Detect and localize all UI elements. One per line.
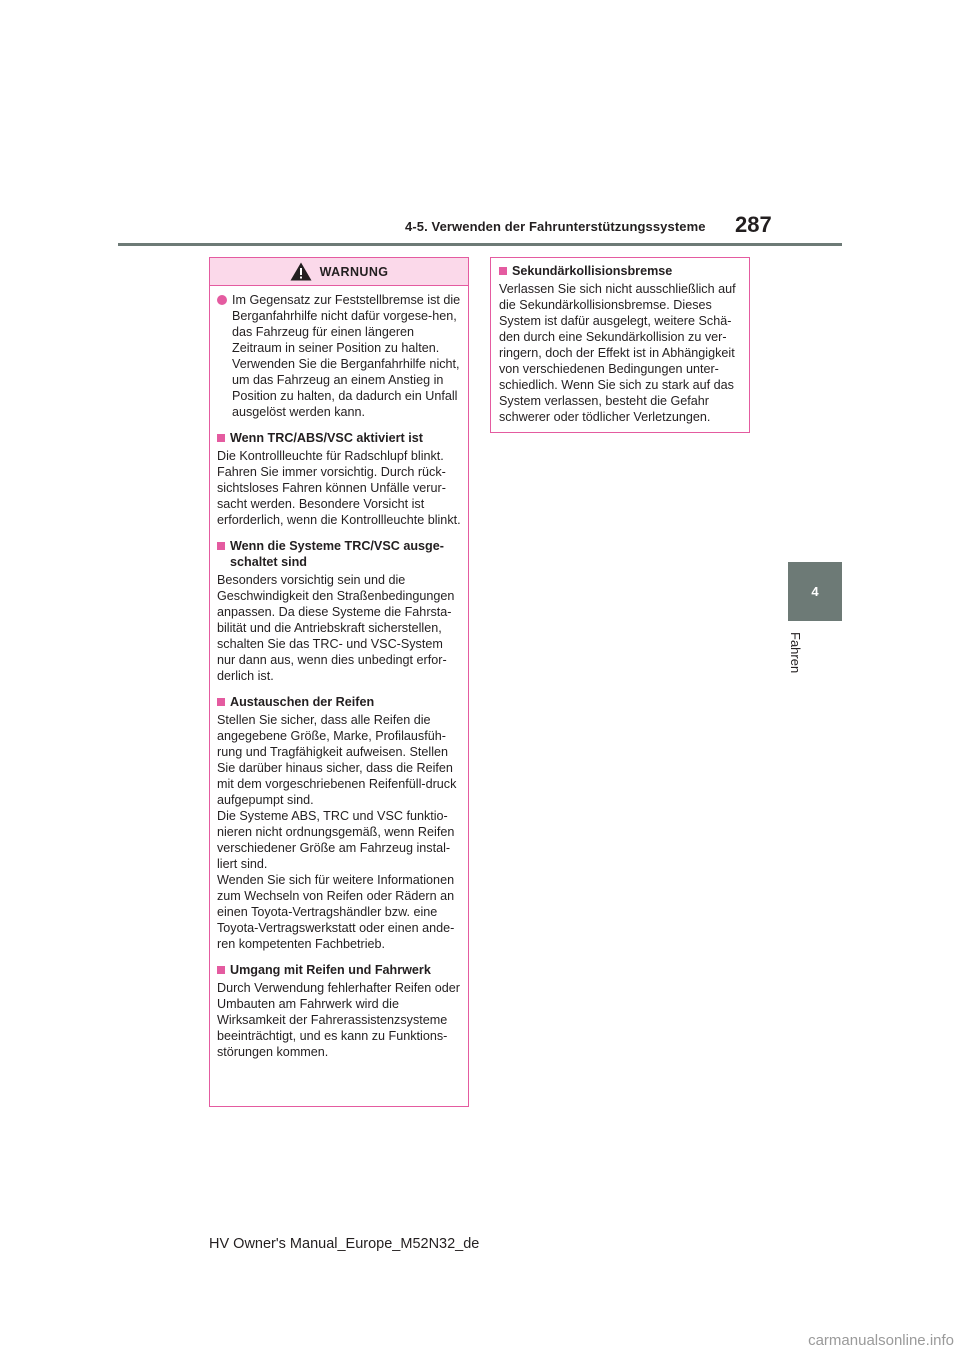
bullet-dot-icon	[217, 295, 227, 305]
chapter-number: 4	[811, 584, 819, 599]
section-heading-systems-off	[217, 538, 461, 570]
warning-bullet-text: Im Gegensatz zur Feststellbremse ist die Berganfahrhilfe nicht dafür vorgese-hen, das Fahrzeug für einen längeren Zeitraum in seiner Position zu halten. Verwenden Sie die Berganfahrhilfe nicht, um das Fahrzeug an einem Anstieg in Position zu halten, da dadurch ein Unfall ausgelöst werden kann.	[232, 293, 461, 419]
section-heading-text: Wenn TRC/ABS/VSC aktiviert ist	[230, 431, 423, 445]
section-text: Stellen Sie sicher, dass alle Reifen die angegebene Größe, Marke, Profilausfüh-rung und Tragfähigkeit aufweisen. Stellen Sie darüber hinaus sicher, dass die Reifen mit dem vorgeschriebenen Reifenfüll-druck aufgepumpt sind. Die Systeme ABS, TRC und VSC funktio-nieren nicht ordnungsgemäß, wenn Reifen verschiedener Größe am Fahrzeug instal-liert sind. Wenden Sie sich für weitere Informationen zum Wechseln von Reifen oder Rädern an einen Toyota-Vertragshändler bzw. eine Toyota-Vertragswerkstatt oder einen ande-ren kompetenten Fachbetrieb.	[217, 713, 457, 951]
section-text: Die Kontrollleuchte für Radschlupf blinkt. Fahren Sie immer vorsichtig. Durch rück-sichtsloses Fahren können Unfälle verur-sacht werden. Besondere Vorsicht ist erforderlich, wenn die Kontrollleuchte blinkt.	[217, 449, 461, 527]
square-bullet-icon	[217, 966, 225, 974]
secondary-collision-brake-box	[490, 257, 750, 433]
watermark[interactable]: carmanualsonline.info	[808, 1332, 954, 1349]
section-text: Durch Verwendung fehlerhafter Reifen oder Umbauten am Fahrwerk wird die Wirksamkeit der Fahrerassistenzsysteme beeinträchtigt, und es kann zu Funktions-störungen kommen.	[217, 981, 460, 1059]
square-bullet-icon	[217, 542, 225, 550]
section-heading-text: Wenn die Systeme TRC/VSC ausge-schaltet sind	[230, 539, 444, 569]
warning-box	[209, 257, 469, 1107]
header-divider	[118, 243, 842, 246]
section-heading-text: Umgang mit Reifen und Fahrwerk	[230, 963, 431, 977]
section-title: 4-5. Verwenden der Fahrunterstützungssysteme	[405, 219, 706, 234]
warning-triangle-icon	[290, 262, 312, 281]
warning-bullet	[217, 292, 461, 420]
square-bullet-icon	[217, 698, 225, 706]
chapter-label: Fahren	[788, 632, 803, 674]
square-bullet-icon	[217, 434, 225, 442]
section-text: Verlassen Sie sich nicht ausschließlich auf die Sekundärkollisionsbremse. Dieses System ist dafür ausgelegt, weitere Schä-den durch eine Sekundärkollision zu ver-ringern, doch der Effekt ist in Abhängigkeit von verschiedenen Bedingungen unter-schiedlich. Wenn Sie sich zu stark auf das System verlassen, besteht die Gefahr schwerer oder tödlicher Verletzungen.	[499, 282, 736, 424]
manual-footer: HV Owner's Manual_Europe_M52N32_de	[209, 1236, 480, 1252]
section-heading-trc-abs-vsc	[217, 430, 461, 446]
section-heading-text: Austauschen der Reifen	[230, 695, 375, 709]
page-number: 287	[735, 212, 772, 237]
section-heading-tire-replacement	[217, 694, 461, 710]
section-text: Besonders vorsichtig sein und die Geschwindigkeit den Straßenbedingungen anpassen. Da diese Systeme die Fahrsta-bilität und die Antriebskraft sicherstellen, schalten Sie das TRC- und VSC-System nur dann aus, wenn dies unbedingt erfor-derlich ist.	[217, 573, 455, 683]
section-heading-secondary-collision-brake	[499, 263, 741, 279]
warning-header	[210, 258, 468, 286]
chapter-tab[interactable]	[788, 562, 842, 621]
section-heading-tires-suspension	[217, 962, 461, 978]
warning-body	[210, 286, 468, 1060]
square-bullet-icon	[499, 267, 507, 275]
section-heading-text: Sekundärkollisionsbremse	[512, 264, 673, 278]
warning-title: WARNUNG	[319, 264, 389, 279]
